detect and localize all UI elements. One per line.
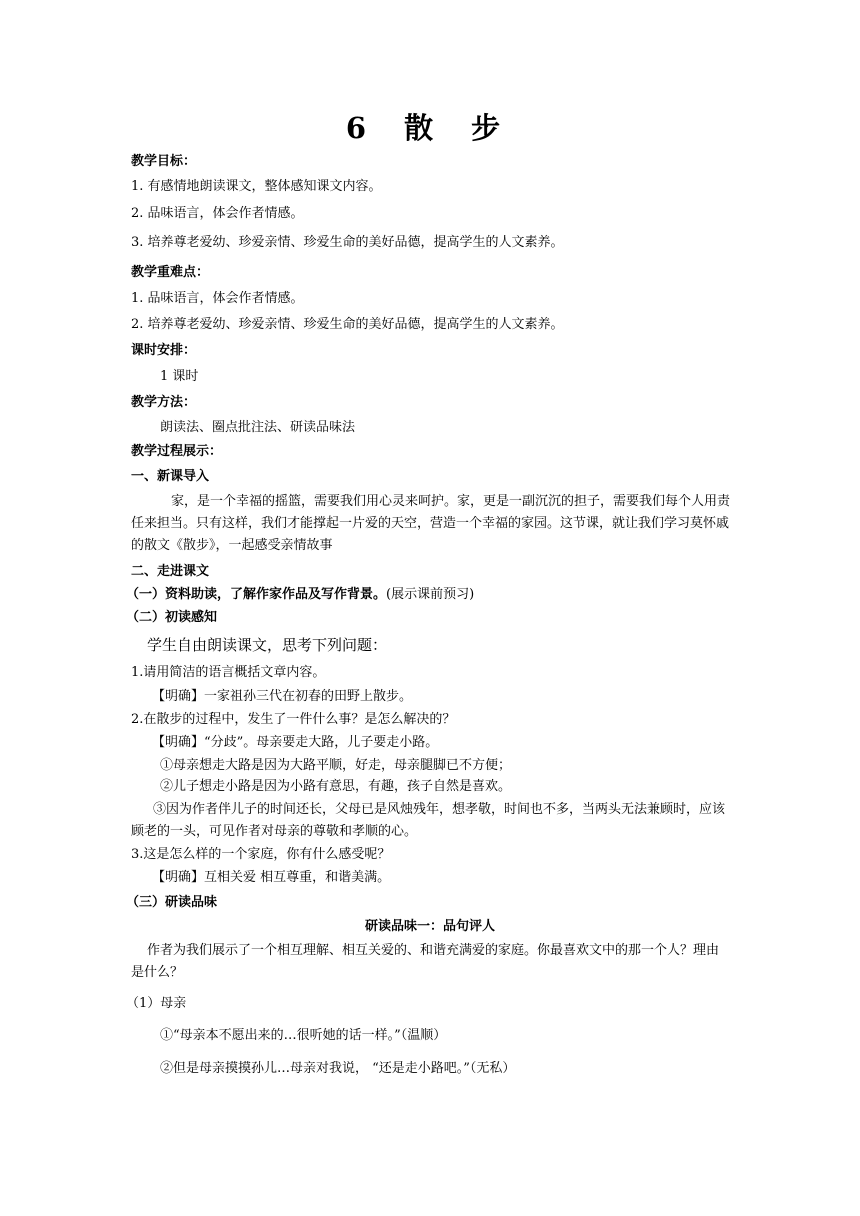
subsection-heading [126, 586, 474, 604]
process-heading: 教学过程展示： [131, 444, 223, 459]
answer-detail: ②儿子想走小路是因为小路有意思，有趣，孩子自然是喜欢。 [160, 779, 512, 794]
character-label: （1）母亲 [126, 996, 187, 1011]
quote-item: ②但是母亲摸摸孙儿…母亲对我说， “还是走小路吧。”（无私） [160, 1061, 516, 1076]
schedule-value: 1 课时 [160, 369, 199, 384]
lesson-title: 6 散 步 [345, 111, 515, 145]
answer: 【明确】一家祖孙三代在初春的田野上散步。 [152, 689, 413, 704]
study-paragraph: 作者为我们展示了一个相互理解、相互关爱的、和谐充满爱的家庭。你最喜欢文中的那一个人？理由是什么？ [131, 943, 720, 980]
method-heading: 教学方法： [131, 395, 197, 410]
answer: 【明确】“分歧”。母亲要走大路，儿子要走小路。 [152, 735, 439, 750]
schedule-heading: 课时安排： [131, 343, 197, 358]
key-point-item: 2. 培养尊老爱幼、珍爱亲情、珍爱生命的美好品德，提高学生的人文素养。 [131, 317, 564, 332]
subsection-title: （一）资料助读，了解作家作品及写作背景。 [126, 587, 387, 602]
section-heading: 一、新课导入 [131, 469, 210, 484]
method-value: 朗读法、圈点批注法、研读品味法 [160, 420, 356, 435]
key-point-item: 1. 品味语言，体会作者情感。 [131, 291, 304, 306]
goal-item: 1. 有感情地朗读课文，整体感知课文内容。 [131, 179, 382, 194]
study-title: 研读品味一：品句评人 [364, 919, 495, 934]
subsection-heading: （三）研读品味 [126, 895, 218, 910]
intro-paragraph: 家，是一个幸福的摇篮，需要我们用心灵来呵护。家，更是一副沉沉的担子，需要我们每个人用责任来担当。只有这样，我们才能撑起一片爱的天空，营造一个幸福的家园。这节课，就让我们学习莫怀戚的散文《散步》，一起感受亲情故事 [131, 494, 731, 553]
question-intro: 学生自由朗读课文，思考下列问题： [147, 636, 388, 654]
quote-item: ①“母亲本不愿出来的…很听她的话一样。”（温顺） [160, 1028, 447, 1043]
question: 3.这是怎么样的一个家庭，你有什么感受呢？ [131, 847, 391, 862]
subsection-note: (展示课前预习) [386, 587, 475, 602]
goals-heading: 教学目标： [131, 154, 197, 169]
goal-item: 2. 品味语言，体会作者情感。 [131, 206, 304, 221]
answer: 【明确】互相关爱 相互尊重，和谐美满。 [152, 870, 391, 885]
answer-detail: ①母亲想走大路是因为大路平顺，好走，母亲腿脚已不方便； [160, 758, 512, 773]
section-heading: 二、走进课文 [131, 564, 210, 579]
key-points-heading: 教学重难点： [131, 265, 210, 280]
question: 2.在散步的过程中，发生了一件什么事？是怎么解决的？ [131, 712, 456, 727]
subsection-heading: （二）初读感知 [126, 610, 218, 625]
answer-detail: ③因为作者伴儿子的时间还长，父母已是风烛残年，想孝敬，时间也不多，当两头无法兼顾时，应该顾老的一头，可见作者对母亲的尊敬和孝顺的心。 [131, 802, 726, 839]
question: 1.请用简洁的语言概括文章内容。 [131, 665, 326, 680]
goal-item: 3. 培养尊老爱幼、珍爱亲情、珍爱生命的美好品德，提高学生的人文素养。 [131, 235, 564, 250]
